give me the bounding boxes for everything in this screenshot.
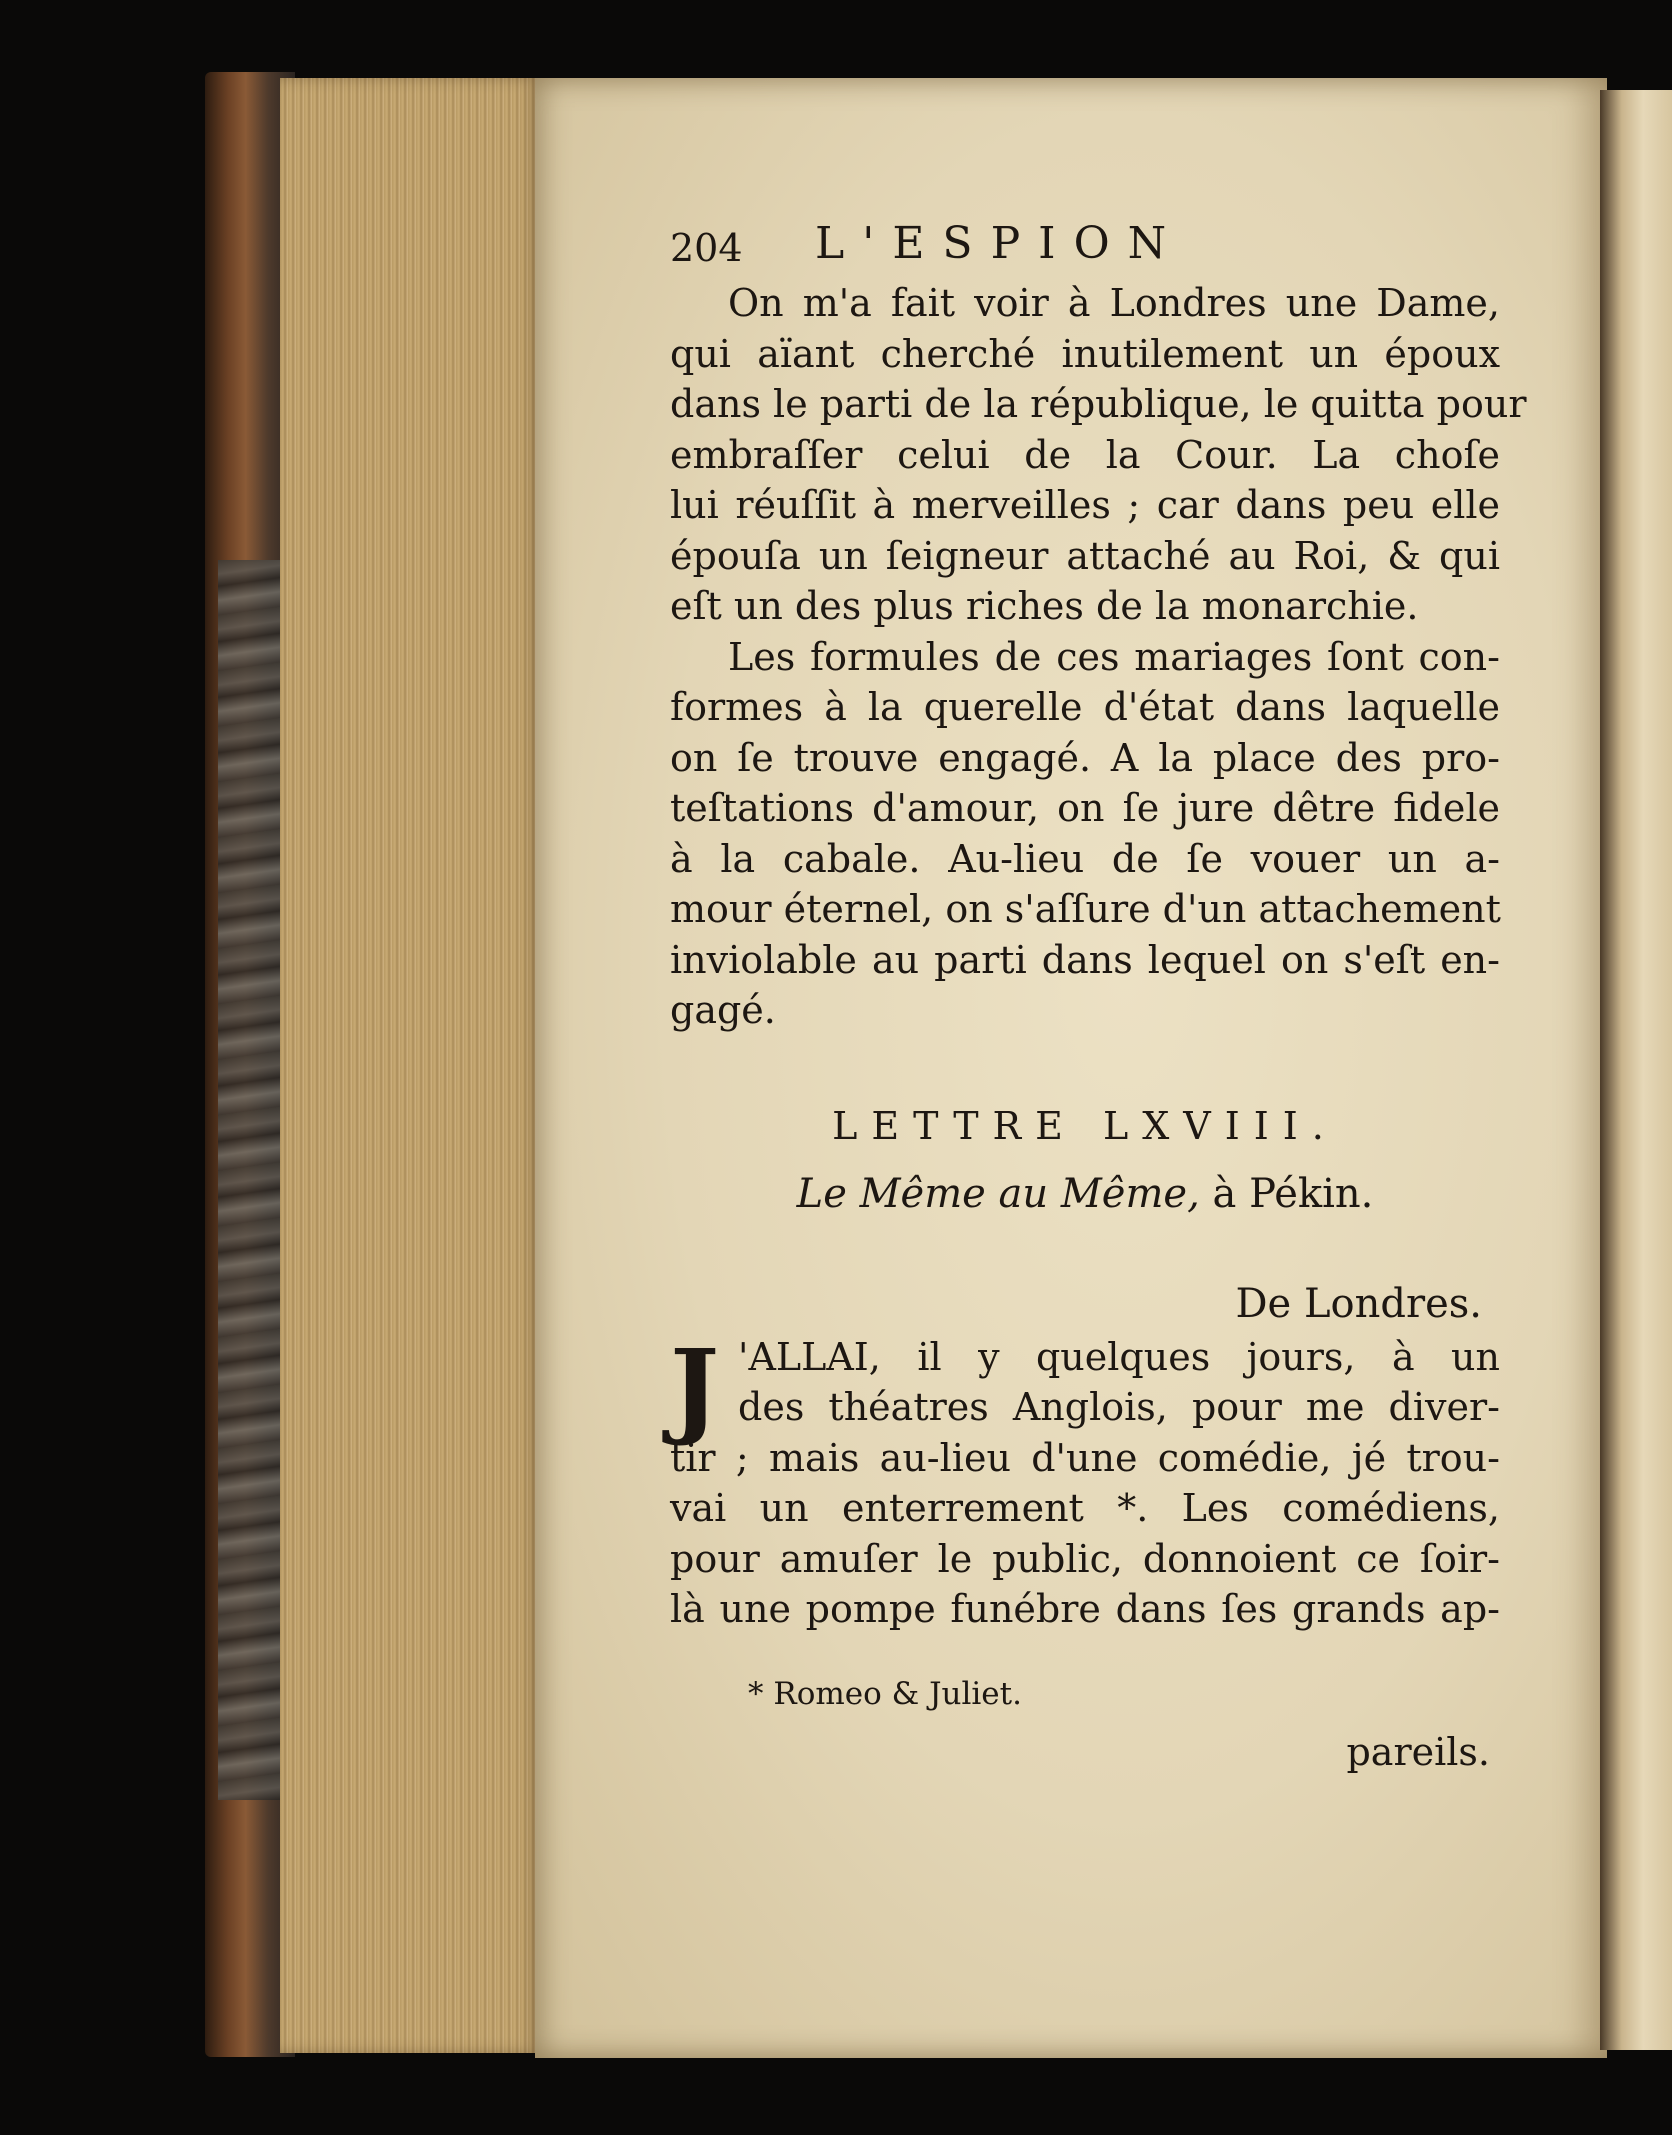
text-line: vai un enterrement *. Les comédiens, <box>670 1486 1500 1530</box>
text-line: mour éternel, on s'aſſure d'un attachement <box>670 887 1501 931</box>
text-line: là une pompe funébre dans ſes grands ap- <box>670 1587 1500 1631</box>
paragraph-2 <box>670 632 1500 1036</box>
letter-body <box>670 1325 1500 1635</box>
text-line: à la cabale. Au-lieu de ſe vouer un a- <box>670 836 1500 881</box>
text-line: eſt un des plus riches de la monarchie. <box>670 584 1419 628</box>
text-line: gagé. <box>670 988 776 1032</box>
paragraph-1 <box>670 278 1527 632</box>
text-line: teſtations d'amour, on ſe jure dêtre fidele <box>670 786 1500 830</box>
text-line: lui réuſſit à merveilles ; car dans peu elle <box>670 483 1500 527</box>
text-line: épouſa un ſeigneur attaché au Roi, & qui <box>670 533 1500 578</box>
drop-cap: J <box>670 1325 720 1449</box>
footnote: * Romeo & Juliet. <box>748 1675 1022 1712</box>
text-line: tir ; mais au-lieu d'une comédie, jé trou- <box>670 1435 1500 1480</box>
letter-subtitle <box>670 1166 1500 1222</box>
text-line: formes à la querelle d'état dans laquelle <box>670 685 1500 729</box>
text-line: qui aïant cherché inutilement un époux <box>670 331 1500 376</box>
text-line: On m'a fait voir à Londres une Dame, <box>728 281 1500 325</box>
page-number: 204 <box>670 226 743 270</box>
marbled-cover <box>218 560 288 1800</box>
letter-heading: LETTRE LXVIII. <box>832 1103 1338 1148</box>
running-head <box>670 218 1500 278</box>
text-line: 'ALLAI, il y quelques jours, à un <box>738 1334 1500 1379</box>
letter-subtitle-names: Le Même au Même, <box>796 1170 1200 1217</box>
dateline: De Londres. <box>1235 1280 1482 1327</box>
text-line: des théatres Anglois, pour me diver- <box>738 1385 1500 1429</box>
text-line: inviolable au parti dans lequel on s'eſt en- <box>670 937 1500 982</box>
text-line: pour amuſer le public, donnoient ce ſoir- <box>670 1536 1500 1581</box>
page-gutter <box>1600 90 1672 2050</box>
text-line: dans le parti de la république, le quitta pour <box>670 382 1527 426</box>
letter-subtitle-place: à Pékin. <box>1212 1170 1374 1217</box>
catchword: pareils. <box>1346 1729 1490 1774</box>
page-edges <box>280 78 540 2053</box>
running-title: L'ESPION <box>815 218 1185 269</box>
page-text <box>670 218 1527 1777</box>
text-line: embraſſer celui de la Cour. La choſe <box>670 432 1500 477</box>
text-line: Les formules de ces mariages ſont con- <box>728 634 1500 679</box>
text-line: on ſe trouve engagé. A la place des pro- <box>670 735 1500 780</box>
